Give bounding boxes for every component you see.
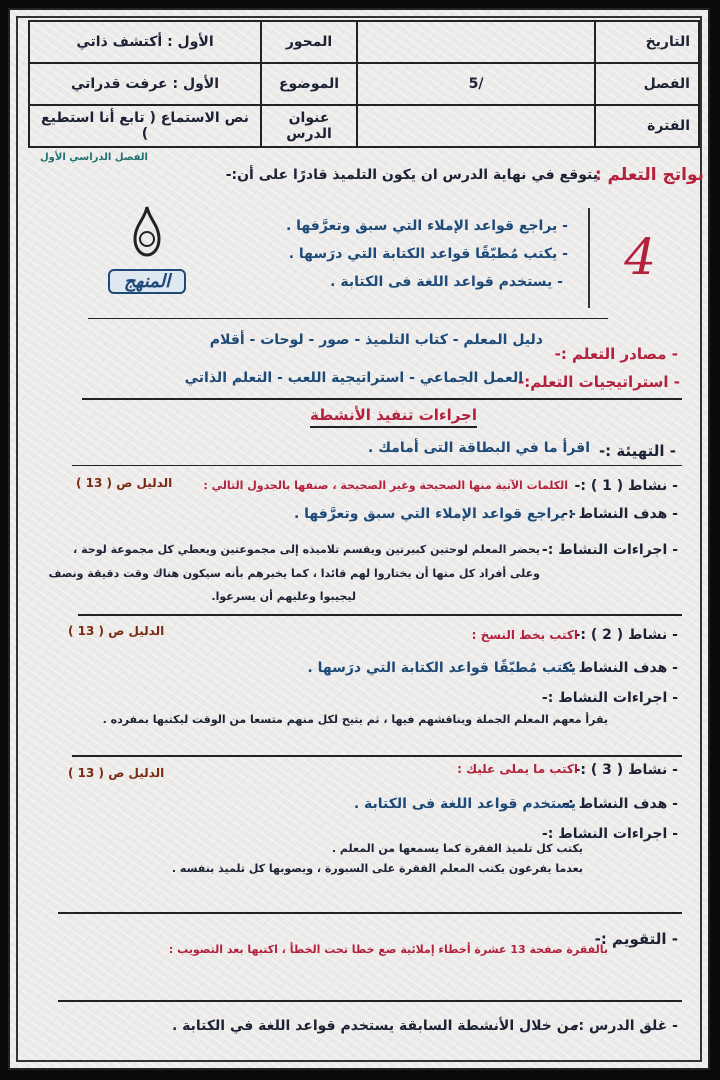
activity-1-goal-label: - هدف النشاط :-: [562, 506, 678, 522]
outcomes-intro: يتوقع في نهاية الدرس ان يكون التلميذ قادرًا على أن:-: [225, 167, 598, 183]
outcome-item: - يكتب مُطبّقًا قواعد الكتابة التي درَسها .: [288, 246, 568, 262]
divider: [72, 465, 682, 466]
lesson-plan-page: [8, 8, 710, 1070]
period-label: الفترة: [595, 105, 699, 147]
lesson-title-label: عنوان الدرس: [261, 105, 357, 147]
logo: [108, 205, 186, 315]
divider: [78, 614, 682, 616]
activity-2-task: اكتب بخط النسخ :: [471, 628, 578, 642]
date-label: التاريخ: [595, 21, 699, 63]
activity-2-label: - نشاط ( 2 ) :-: [574, 627, 678, 643]
topic-value: الأول : عرفت قدراتي: [29, 63, 261, 105]
divider: [82, 398, 682, 400]
activity-1-procedure-line: يحضر المعلم لوحتين كبيرتين ويقسم تلاميذه إلى مجموعتين ويعطي كل مجموعة لوحة ،: [73, 543, 540, 556]
outcomes-divider: [588, 208, 590, 308]
procedures-title: اجراءات تنفيذ الأنشطة: [310, 406, 477, 428]
evaluation-label: - التقويم :-: [594, 930, 678, 948]
logo-text: المنهج: [108, 269, 186, 294]
activity-3-procedure-line: يكتب كل تلميذ الفقرة كما يسمعها من المعلم .: [331, 842, 583, 855]
divider: [88, 318, 608, 319]
divider: [58, 912, 682, 914]
header-row: [29, 21, 699, 63]
activity-3-label: - نشاط ( 3 ) :-: [574, 762, 678, 778]
lesson-title-value: نص الاستماع ( تابع أنا استطيع ): [29, 105, 261, 147]
header-table: [28, 20, 700, 148]
activity-3-procedures-label: - اجراءات النشاط :-: [541, 826, 678, 842]
date-value[interactable]: [357, 21, 595, 63]
activity-2-procedures-label: - اجراءات النشاط :-: [541, 690, 678, 706]
outcome-item: - يراجع قواعد الإملاء التي سبق وتعرَّفها .: [285, 218, 568, 234]
resources-value: دليل المعلم - كتاب التلميذ - صور - لوحات - أقلام: [209, 332, 543, 348]
activity-1-task: الكلمات الآتية منها الصحيحة وغير الصحيحة ، صنفها بالجدول التالي :: [203, 479, 568, 492]
activity-1-procedure-line: وعلى أفراد كل منها أن يختاروا لهم قائدا ، كما يخبرهم بأنه سيكون هناك وقت دقيقة ونصف: [48, 567, 540, 580]
strategies-value: العمل الجماعي - استراتيجية اللعب - التعلم الذاتي: [184, 370, 523, 386]
activity-3-reference: الدليل ص ( 13 ): [68, 766, 165, 780]
outcomes-label: نواتج التعلم :: [594, 165, 704, 185]
outcome-item: - يستخدم قواعد اللغة فى الكتابة .: [330, 274, 563, 290]
activity-2-procedure-line: يقرأ معهم المعلم الجملة ويناقشهم فيها ، ثم يتيح لكل منهم متسعا من الوقت ليكتبها بمفرده .: [102, 713, 608, 726]
activity-3-goal: يستخدم قواعد اللغة فى الكتابة .: [353, 796, 576, 812]
evaluation-value: بالفقرة صفحة 13 عشرة أخطاء إملائية ضع خطا تحت الخطأ ، اكتبها بعد التصويب :: [168, 943, 608, 956]
activity-3-goal-label: - هدف النشاط :-: [562, 796, 678, 812]
resources-label: - مصادر التعلم :-: [554, 345, 678, 363]
activity-3-procedure-line: بعدما يفرغون يكتب المعلم الفقرة على السبورة ، ويصوبها كل تلميذ بنفسه .: [171, 862, 583, 875]
grade-number: 4: [624, 228, 656, 286]
semester-label: الفصل الدراسي الأول: [40, 152, 148, 163]
activity-3-task: اكتب ما يملى عليك :: [457, 762, 578, 776]
closing-label: - غلق الدرس :-: [572, 1018, 678, 1034]
activity-1-reference: الدليل ص ( 13 ): [76, 476, 173, 490]
warmup-label: - التهيئة :-: [598, 442, 676, 460]
period-value[interactable]: [357, 105, 595, 147]
header-row: [29, 63, 699, 105]
header-row: [29, 105, 699, 147]
divider: [58, 1000, 682, 1002]
logo-emblem-icon: [125, 205, 169, 265]
closing-value: من خلال الأنشطة السابقة يستخدم قواعد اللغة في الكتابة .: [171, 1018, 578, 1034]
activity-2-reference: الدليل ص ( 13 ): [68, 624, 165, 638]
topic-label: الموضوع: [261, 63, 357, 105]
activity-1-label: - نشاط ( 1 ) :-: [574, 478, 678, 494]
activity-1-goal: - يراجع قواعد الإملاء التي سبق وتعرَّفها .: [293, 506, 576, 522]
activity-1-procedures-label: - اجراءات النشاط :-: [541, 542, 678, 558]
activity-2-goal-label: - هدف النشاط :-: [562, 660, 678, 676]
strategies-label: - استراتيجيات التعلم:-: [517, 373, 680, 391]
class-value[interactable]: /5: [357, 63, 595, 105]
divider: [72, 755, 682, 757]
activity-2-goal: يكتب مُطبّقًا قواعد الكتابة التي درَسها .: [307, 660, 576, 676]
axis-value: الأول : أكتشف ذاتي: [29, 21, 261, 63]
class-label: الفصل: [595, 63, 699, 105]
axis-label: المحور: [261, 21, 357, 63]
warmup-value: اقرأ ما في البطاقة التى أمامك .: [368, 440, 590, 456]
activity-1-procedure-line: ليجيبوا وعليهم أن يسرعوا.: [211, 590, 356, 603]
